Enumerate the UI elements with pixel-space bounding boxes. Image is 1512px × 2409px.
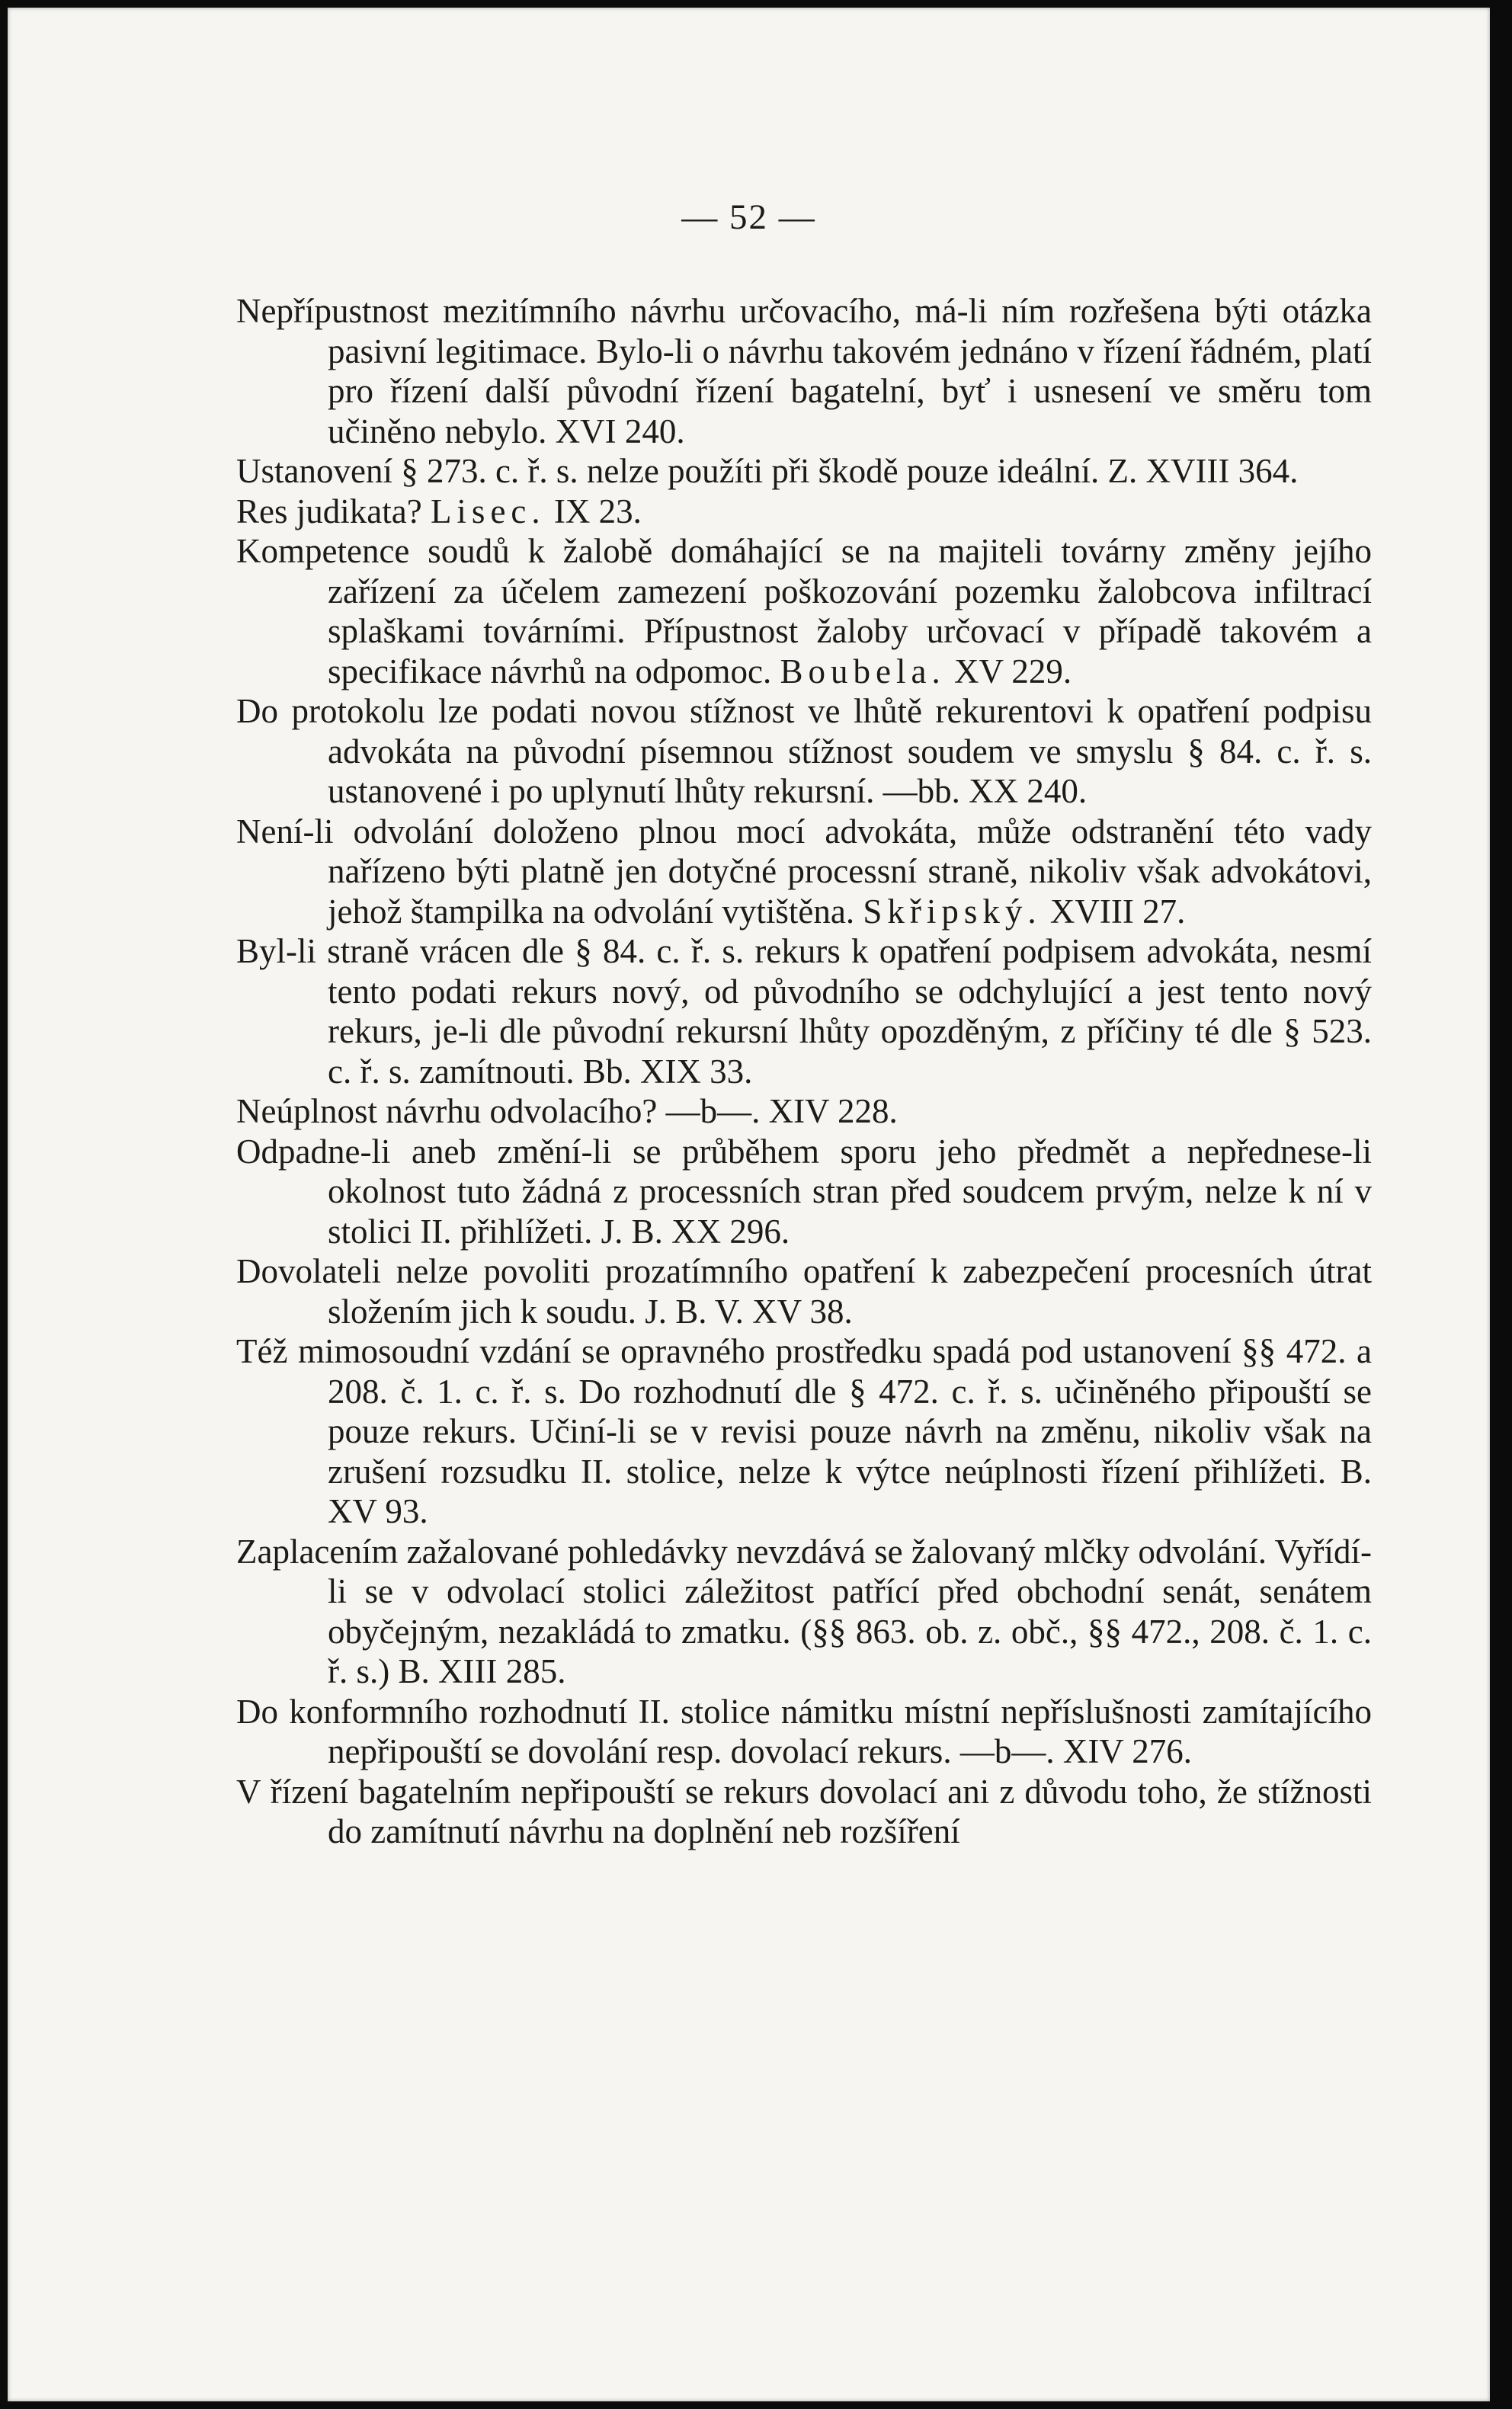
entry-7: Byl-li straně vrácen dle § 84. c. ř. s. rekurs k opatření podpisem advokáta, nesmí tento podati rekurs nový, od původního se odchylující a jest tento nový rekurs, je-li dle původní rekursní lhůty opozděným, z příčiny té dle § 523. c. ř. s. zamítnouti. Bb. XIX 33. — [236, 932, 1372, 1091]
entry-6: Není-li odvolání doloženo plnou mocí advokáta, může odstranění této vady nařízeno býti platně jen dotyčné processní straně, nikoliv však advokátovi, jehož štampilka na odvolání vytištěna. Skřipský. XVIII 27. — [236, 812, 1372, 931]
entry-14: V řízení bagatelním nepřipouští se rekurs dovolací ani z důvodu toho, že stížnosti do zamítnutí návrhu na doplnění neb rozšíření — [236, 1772, 1372, 1850]
author-name: Skřipský. — [863, 892, 1042, 931]
entry-8: Neúplnost návrhu odvolacího? —b—. XIV 228. — [236, 1092, 898, 1130]
entry-2: Ustanovení § 273. c. ř. s. nelze použíti při škodě pouze ideální. Z. XVIII 364. — [236, 452, 1299, 490]
entry-12: Zaplacením zažalované pohledávky nevzdává se žalovaný mlčky odvolání. Vyřídí-li se v odvolací stolici záležitost patřící před obchodní senát, senátem obyčejným, nezakládá to zmatku. (§§ 863. ob. z. obč., §§ 472., 208. č. 1. c. ř. s.) B. XIII 285. — [236, 1532, 1372, 1690]
page-number: — 52 — — [681, 197, 816, 237]
entry-list — [236, 291, 1372, 1852]
book-page — [8, 8, 1490, 2401]
entry-3: Res judikata? Lisec. IX 23. — [236, 492, 642, 530]
entry-1: Nepřípustnost mezitímního návrhu určovacího, má-li ním rozřešena býti otázka pasivní legitimace. Bylo-li o návrhu takovém jednáno v řízení řádném, platí pro řízení další původní řízení bagatelní, byť i usnesení ve směru tom učiněno nebylo. XVI 240. — [236, 292, 1372, 450]
author-name: Lisec. — [430, 492, 546, 530]
entry-9: Odpadne-li aneb změní-li se průběhem sporu jeho předmět a nepřednese-li okolnost tuto žádná z processních stran před soudcem prvým, nelze k ní v stolici II. přihlížeti. J. B. XX 296. — [236, 1132, 1372, 1251]
entry-4: Kompetence soudů k žalobě domáhající se na majiteli továrny změny jejího zařízení za účelem zamezení poškozování pozemku žalobcova infiltrací splaškami továrními. Přípustnost žaloby určovací v případě takovém a specifikace návrhů na odpomoc. Boubela. XV 229. — [236, 532, 1372, 690]
entry-10: Dovolateli nelze povoliti prozatímního opatření k zabezpečení procesních útrat složením jich k soudu. J. B. V. XV 38. — [236, 1252, 1372, 1331]
entry-5: Do protokolu lze podati novou stížnost ve lhůtě rekurentovi k opatření podpisu advokáta na původní písemnou stížnost soudem ve smyslu § 84. c. ř. s. ustanovené i po uplynutí lhůty rekursní. —bb. XX 240. — [236, 692, 1372, 810]
entry-11: Též mimosoudní vzdání se opravného prostředku spadá pod ustanovení §§ 472. a 208. č. 1. c. ř. s. Do rozhodnutí dle § 472. c. ř. s. učiněného připouští se pouze rekurs. Učiní-li se v revisi pouze návrh na změnu, nikoliv však na zrušení rozsudku II. stolice, nelze k výtce neúplnosti řízení přihlížeti. B. XV 93. — [236, 1332, 1372, 1530]
author-name: Boubela. — [780, 652, 946, 690]
entry-13: Do konformního rozhodnutí II. stolice námitku místní nepříslušnosti zamítajícího nepřipouští se dovolání resp. dovolací rekurs. —b—. XIV 276. — [236, 1692, 1372, 1770]
